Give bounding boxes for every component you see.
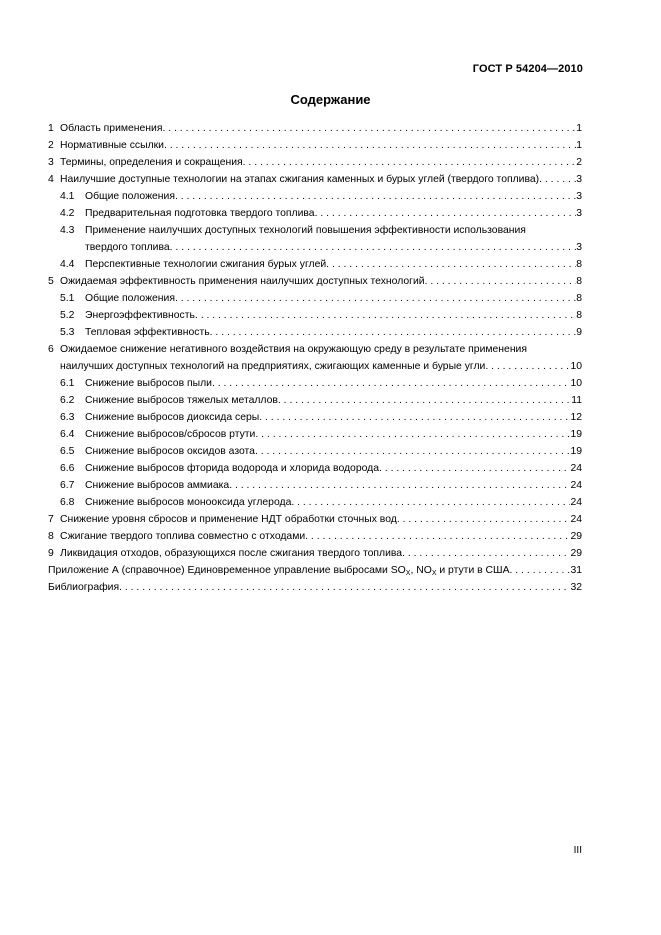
toc-page: 3 <box>576 191 582 202</box>
toc-label: Предварительная подготовка твердого топлива <box>85 208 315 219</box>
toc-label: Применение наилучших доступных технологий повышения эффективности использования <box>85 225 526 236</box>
toc-page: 8 <box>576 310 582 321</box>
toc-number: 5.1 <box>60 293 75 304</box>
toc-number: 6.8 <box>60 497 75 508</box>
toc-page: 32 <box>570 582 582 593</box>
document-code: ГОСТ Р 54204—2010 <box>472 63 583 75</box>
page-title: Содержание <box>290 92 371 107</box>
toc-entry-4-3-line1[interactable] <box>48 223 582 240</box>
toc-page: 10 <box>570 361 582 372</box>
toc-page: 8 <box>576 259 582 270</box>
toc-entry-6-2[interactable] <box>48 393 582 410</box>
toc-label: Ликвидация отходов, образующихся после сжигания твердого топлива <box>60 548 403 559</box>
toc-entry-9[interactable] <box>48 546 582 563</box>
toc-page: 24 <box>570 497 582 508</box>
toc-number: 6.2 <box>60 395 75 406</box>
toc-number: 6.5 <box>60 446 75 457</box>
toc-page: 10 <box>570 378 582 389</box>
toc-entry-5-1[interactable] <box>48 291 582 308</box>
toc-number: 6.3 <box>60 412 75 423</box>
toc-label: твердого топлива <box>85 242 170 253</box>
toc-page: 24 <box>570 514 582 525</box>
toc-number: 2 <box>48 140 54 151</box>
toc-entry-6-1[interactable] <box>48 376 582 393</box>
toc-label: Тепловая эффективность <box>85 327 210 338</box>
toc-number: 7 <box>48 514 54 525</box>
toc-number: 6.7 <box>60 480 75 491</box>
toc-number: 4.4 <box>60 259 75 270</box>
toc-label: Снижение уровня сбросов и применение НДТ обработки сточных вод <box>60 514 397 525</box>
toc-label: Перспективные технологии сжигания бурых углей <box>85 259 327 270</box>
toc-page: 8 <box>576 276 582 287</box>
toc-label: Снижение выбросов диоксида серы <box>85 412 260 423</box>
toc-number: 4 <box>48 174 54 185</box>
toc-page: 24 <box>570 480 582 491</box>
toc-number: 6.4 <box>60 429 75 440</box>
toc-entry-3[interactable] <box>48 155 582 172</box>
toc-entry-6-8[interactable] <box>48 495 582 512</box>
table-of-contents <box>48 121 582 597</box>
toc-entry-6-6[interactable] <box>48 461 582 478</box>
toc-label: Снижение выбросов тяжелых металлов <box>85 395 278 406</box>
toc-page: 3 <box>576 242 582 253</box>
toc-label: Термины, определения и сокращения <box>60 157 243 168</box>
toc-number: 5 <box>48 276 54 287</box>
toc-page: 29 <box>570 548 582 559</box>
toc-entry-5-3[interactable] <box>48 325 582 342</box>
toc-label: Общие положения <box>85 191 175 202</box>
toc-label: Приложение А (справочное) Единовременное управление выбросами $SO_X$, $NO_X$ и ртути в США <box>48 565 510 577</box>
toc-label: Общие положения <box>85 293 175 304</box>
toc-number: 6.1 <box>60 378 75 389</box>
toc-label: Нормативные ссылки <box>60 140 164 151</box>
toc-label: Снижение выбросов фторида водорода и хлорида водорода <box>85 463 380 474</box>
toc-label: Снижение выбросов аммиака <box>85 480 230 491</box>
toc-label: Сжигание твердого топлива совместно с отходами <box>60 531 306 542</box>
toc-entry-6-7[interactable] <box>48 478 582 495</box>
toc-page: 11 <box>571 395 582 406</box>
toc-page: 12 <box>570 412 582 423</box>
page-number: III <box>573 845 582 856</box>
toc-number: 8 <box>48 531 54 542</box>
toc-page: 19 <box>570 429 582 440</box>
toc-entry-6-line1[interactable] <box>48 342 582 359</box>
toc-entry-6-5[interactable] <box>48 444 582 461</box>
toc-page: 1 <box>576 123 582 134</box>
toc-label: Энергоэффективность <box>85 310 195 321</box>
toc-number: 5.2 <box>60 310 75 321</box>
toc-page: 31 <box>570 565 582 576</box>
toc-label: Область применения <box>60 123 163 134</box>
toc-entry-4-1[interactable] <box>48 189 582 206</box>
toc-entry-4[interactable] <box>48 172 582 189</box>
toc-number: 3 <box>48 157 54 168</box>
toc-label: Снижение выбросов/сбросов ртути <box>85 429 256 440</box>
toc-entry-6-4[interactable] <box>48 427 582 444</box>
toc-label: Снижение выбросов оксидов азота <box>85 446 255 457</box>
toc-page: 8 <box>576 293 582 304</box>
toc-label: Наилучшие доступные технологии на этапах сжигания каменных и бурых углей (твердого топлива) <box>60 174 540 185</box>
toc-entry-6[interactable] <box>48 359 582 376</box>
toc-page: 9 <box>576 327 582 338</box>
toc-entry-5[interactable] <box>48 274 582 291</box>
toc-entry-7[interactable] <box>48 512 582 529</box>
toc-number: 6 <box>48 344 54 355</box>
toc-entry-8[interactable] <box>48 529 582 546</box>
toc-label: Ожидаемое снижение негативного воздействия на окружающую среду в результате применения <box>60 344 527 355</box>
toc-number: 9 <box>48 548 54 559</box>
toc-page: 2 <box>576 157 582 168</box>
toc-label: наилучших доступных технологий на предприятиях, сжигающих каменные и бурые угли <box>60 361 486 372</box>
toc-entry-appendix-a[interactable] <box>48 563 582 580</box>
toc-label: Ожидаемая эффективность применения наилучших доступных технологий <box>60 276 425 287</box>
toc-label: Снижение выбросов пыли <box>85 378 212 389</box>
toc-number: 5.3 <box>60 327 75 338</box>
toc-page: 29 <box>570 531 582 542</box>
toc-entry-4-2[interactable] <box>48 206 582 223</box>
toc-entry-4-4[interactable] <box>48 257 582 274</box>
toc-page: 3 <box>576 208 582 219</box>
toc-page: 24 <box>570 463 582 474</box>
toc-label: Библиография <box>48 582 120 593</box>
toc-number: 1 <box>48 123 54 134</box>
toc-entry-5-2[interactable] <box>48 308 582 325</box>
toc-number: 6.6 <box>60 463 75 474</box>
toc-number: 4.1 <box>60 191 75 202</box>
toc-page: 1 <box>576 140 582 151</box>
toc-page: 3 <box>576 174 582 185</box>
toc-label: Снижение выбросов монооксида углерода <box>85 497 292 508</box>
toc-entry-6-3[interactable] <box>48 410 582 427</box>
toc-page: 19 <box>570 446 582 457</box>
toc-number: 4.2 <box>60 208 75 219</box>
toc-entry-4-3[interactable] <box>48 240 582 257</box>
toc-entry-2[interactable] <box>48 138 582 155</box>
toc-entry-1[interactable] <box>48 121 582 138</box>
toc-number: 4.3 <box>60 225 75 236</box>
toc-entry-bibliography[interactable] <box>48 580 582 597</box>
